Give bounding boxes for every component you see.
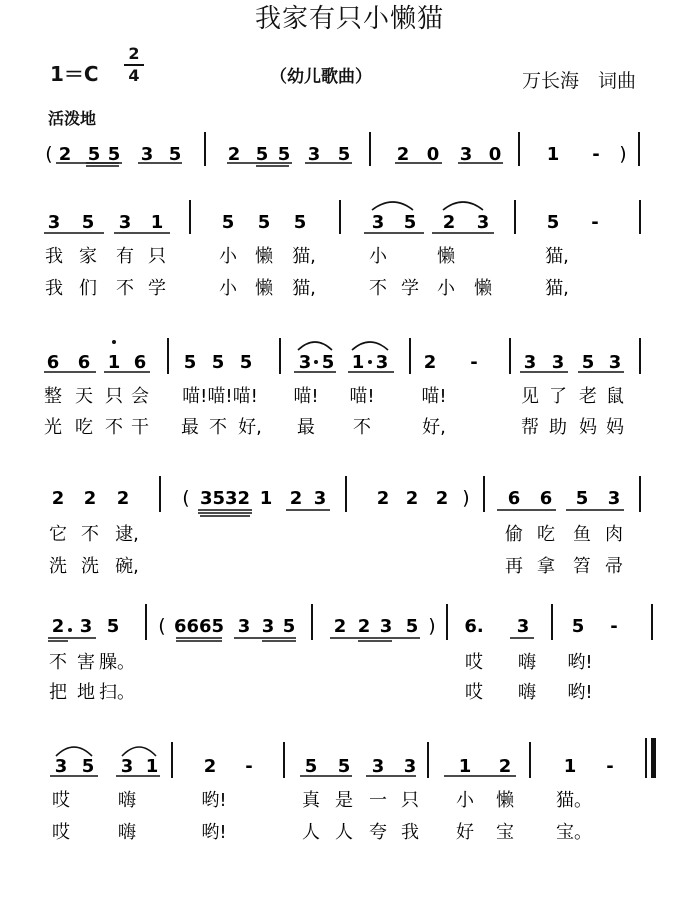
note: 2 [405,488,419,509]
lyric: 嗨 [118,822,136,843]
note: 3 [140,144,154,165]
lyric: 它 [49,524,67,545]
note: 5 [81,756,95,777]
note: 2 [376,488,390,509]
note: 2 [357,616,371,637]
lyric: 妈 [606,417,624,438]
note: 2 [116,488,130,509]
note: 1 [107,352,121,373]
note: 5 [221,212,235,233]
note: 3 [523,352,537,373]
lyric: 懒 [474,278,492,299]
octave-dot [112,340,116,344]
note: 2 [396,144,410,165]
note: 3 [79,616,93,637]
paren-open: ( [45,143,53,165]
note: 3 [403,756,417,777]
lyric: 不 [116,278,134,299]
lyric: 不 [49,652,67,673]
note: 3 [607,488,621,509]
note: 2 [442,212,456,233]
note: 3 [379,616,393,637]
lyric: 学 [401,278,419,299]
lyric: 宝。 [556,822,592,843]
note: 5 [168,144,182,165]
note: 5 [183,352,197,373]
note: 3 [516,616,530,637]
dash: - [606,756,614,777]
dash: - [592,144,600,165]
note: 1 [458,756,472,777]
slurs [56,747,156,756]
note: 5 [337,756,351,777]
note: 0 [426,144,440,165]
note: 5 [107,144,121,165]
lyric: 最 [181,417,199,438]
lyric: 懒 [255,246,273,267]
note: 2 [289,488,303,509]
note: 1 [259,488,273,509]
lyric: 家 [79,246,97,267]
lyric: 碗, [115,556,139,577]
lyric: 洗 [49,556,67,577]
lyric: 哟! [567,652,593,673]
lyric: 会 [131,386,149,407]
lyric: 我 [45,278,63,299]
lyric: 见 [521,386,539,407]
lyric: 把 [49,682,67,703]
lyric: 不 [369,278,387,299]
lyric: 猫, [545,246,569,267]
lyric: 老 [579,386,597,407]
lyric: 小 [456,790,474,811]
score-row-3 [0,330,699,450]
lyric: 偷 [505,524,523,545]
lyric: 肉 [605,524,623,545]
lyric: 小 [369,246,387,267]
lyric: 喵! [293,386,319,407]
lyric: 猫, [292,278,316,299]
lyric: 吃 [537,524,555,545]
note: 5 [239,352,253,373]
lyric: 喵! [349,386,375,407]
lyric: 夸 [369,822,387,843]
lyric: 帮 [521,417,539,438]
dash: - [591,212,599,233]
lyric: 不 [81,524,99,545]
lyric: 逮, [115,524,139,545]
note: 5 [581,352,595,373]
note: 2 [51,616,65,637]
lyric: 只 [105,386,123,407]
note: 0 [488,144,502,165]
lyric: 小 [437,278,455,299]
final-barline [651,738,656,778]
note: 5 [293,212,307,233]
lyric: 哟! [201,822,227,843]
lyric: 哎 [52,790,70,811]
note: 2 [203,756,217,777]
lyric: 地 [77,682,95,703]
note: 3 [298,352,312,373]
lyric: 害 [77,652,95,673]
lyric: 不 [209,417,227,438]
lyric: 好, [422,417,446,438]
lyric: 哎 [52,822,70,843]
key-signature: 1＝C [50,62,99,86]
note: 5 [106,616,120,637]
lyric: 拿 [537,556,555,577]
note: 6665 [173,616,225,637]
meter-top: 2 [128,44,140,63]
score-row-4 [0,470,699,590]
note: 5 [321,352,335,373]
note: 3 [476,212,490,233]
lyric: 哎 [465,682,483,703]
note: 6 [539,488,553,509]
score-row-1 [0,130,699,180]
lyric: 猫, [292,246,316,267]
tempo-marking: 活泼地 [48,109,97,128]
lyric: 宝 [496,822,514,843]
lyric: 光 [44,417,62,438]
lyric: 哟! [567,682,593,703]
note: 2 [435,488,449,509]
note: 5 [304,756,318,777]
note: 2 [423,352,437,373]
lyric: 哟! [201,790,227,811]
lyric: 懒 [255,278,273,299]
note: 3 [237,616,251,637]
lyric: 最 [297,417,315,438]
lyric: 人 [302,822,320,843]
lyric: 不 [353,417,371,438]
note: 3 [371,756,385,777]
lyric: 猫, [545,278,569,299]
score-row-2 [0,192,699,312]
note: 3 [47,212,61,233]
lyric: 扫。 [99,682,135,703]
note: 6 [46,352,60,373]
note: 1 [150,212,164,233]
note: 3 [54,756,68,777]
note: 3 [459,144,473,165]
note: 5 [571,616,585,637]
note: 2 [58,144,72,165]
lyric: 嗨 [518,682,536,703]
lyric: 只 [148,246,166,267]
note: 5 [575,488,589,509]
note: 3 [371,212,385,233]
note: 5 [87,144,101,165]
lyric: 好 [456,822,474,843]
note: 1 [546,144,560,165]
lyric: 帚 [605,556,623,577]
note: 6. [464,616,484,637]
dash: - [470,352,478,373]
lyric: 懒 [437,246,455,267]
note: 3 [375,352,389,373]
barlines [205,132,639,166]
note: 2 [83,488,97,509]
note: 5 [255,144,269,165]
paren-open: ( [182,487,190,509]
paren-open: ( [158,615,166,637]
lyric: 只 [401,790,419,811]
lyric: 人 [335,822,353,843]
note: 2 [333,616,347,637]
lyric: 小 [219,278,237,299]
note: 3 [261,616,275,637]
lyric: 们 [79,278,97,299]
lyric: 不 [105,417,123,438]
meter-bottom: 4 [124,64,144,86]
lyric: 我 [401,822,419,843]
dash: - [610,616,618,637]
note: 1 [563,756,577,777]
paren-close: ) [619,143,627,165]
note: 5 [257,212,271,233]
lyric: 整 [44,386,62,407]
lyric: 笤 [573,556,591,577]
note: 3 [551,352,565,373]
note: 3 [307,144,321,165]
note: 3532 [199,488,251,509]
note: 3 [120,756,134,777]
lyric: 鱼 [573,524,591,545]
lyric: 小 [219,246,237,267]
lyric: 干 [131,417,149,438]
song-title: 我家有只小懒猫 [254,4,444,34]
slurs [298,342,388,350]
note: 6 [133,352,147,373]
lyric: 喵! [421,386,447,407]
lyric: 臊。 [99,652,135,673]
slurs [372,202,483,210]
beams [48,638,534,641]
lyric: 洗 [81,556,99,577]
score-row-5 [0,598,699,718]
lyric: 猫。 [556,790,592,811]
lyric: 有 [116,246,134,267]
time-signature [124,44,144,86]
dot [68,628,72,632]
score-row-6 [0,734,699,854]
lyric: 一 [369,790,387,811]
note: 5 [282,616,296,637]
beams [198,510,624,516]
lyric: 是 [335,790,353,811]
note: 5 [277,144,291,165]
note: 2 [227,144,241,165]
paren-close: ) [428,615,436,637]
note: 3 [313,488,327,509]
note: 2 [51,488,65,509]
lyric: 再 [505,556,523,577]
dash: - [245,756,253,777]
note: 5 [337,144,351,165]
lyric: 吃 [75,417,93,438]
lyric: 嗨 [118,790,136,811]
note: 3 [118,212,132,233]
lyric: 鼠 [606,386,624,407]
lyric: 了 [549,386,567,407]
composer-credit: 万长海 词曲 [522,70,637,92]
lyric: 助 [549,417,567,438]
lyric: 好, [238,417,262,438]
note: 1 [145,756,159,777]
lyric: 喵!喵!喵! [182,386,258,407]
note: 5 [403,212,417,233]
note: 5 [211,352,225,373]
lyric: 哎 [465,652,483,673]
song-subtitle: （幼儿歌曲） [270,67,372,87]
lyric: 真 [302,790,320,811]
note: 3 [608,352,622,373]
lyric: 天 [75,386,93,407]
paren-close: ) [462,487,470,509]
note: 1 [351,352,365,373]
lyric: 我 [45,246,63,267]
note: 2 [498,756,512,777]
note: 5 [405,616,419,637]
lyric: 学 [148,278,166,299]
note: 5 [81,212,95,233]
note: 6 [77,352,91,373]
note: 5 [546,212,560,233]
note: 6 [507,488,521,509]
lyric: 懒 [496,790,514,811]
lyric: 嗨 [518,652,536,673]
lyric: 妈 [579,417,597,438]
